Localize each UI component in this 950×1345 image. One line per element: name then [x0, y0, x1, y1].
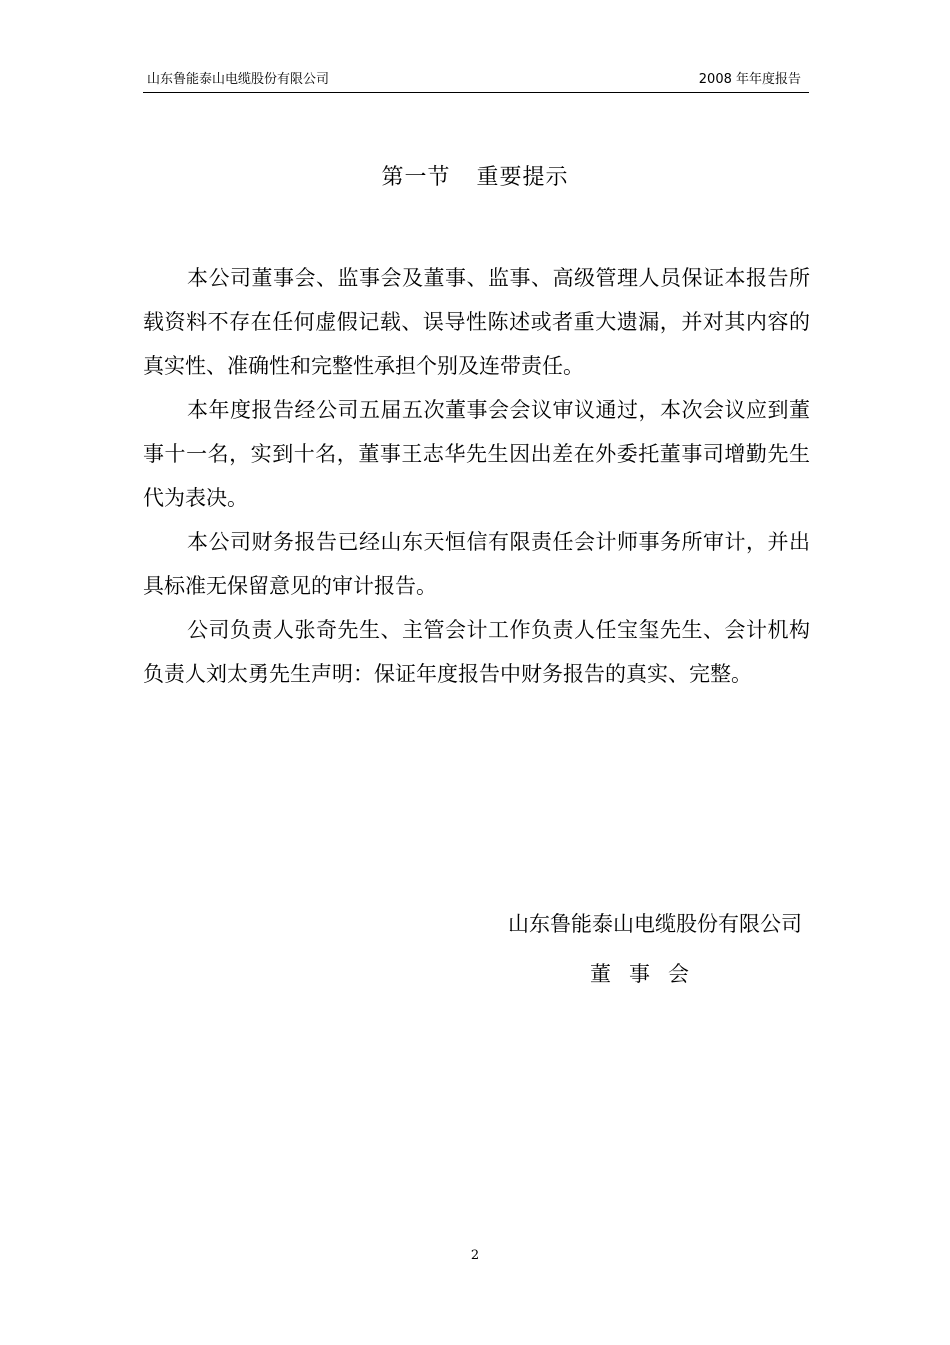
paragraph-guarantee: 本公司董事会、监事会及董事、监事、高级管理人员保证本报告所载资料不存在任何虚假记载、误导性陈述或者重大遗漏，并对其内容的真实性、准确性和完整性承担个别及连带责任。 — [143, 266, 810, 378]
signoff-board: 董事会 — [590, 962, 707, 986]
paragraph-declaration: 公司负责人张奇先生、主管会计工作负责人任宝玺先生、会计机构负责人刘太勇先生声明：保证年度报告中财务报告的真实、完整。 — [143, 618, 810, 686]
header-report-title: 2008 年年度报告 — [698, 72, 801, 87]
signoff-company: 山东鲁能泰山电缆股份有限公司 — [508, 912, 802, 936]
section-heading: 重要提示 — [476, 165, 569, 190]
section-title — [0, 160, 950, 191]
section-number: 第一节 — [381, 165, 451, 190]
header-company-name: 山东鲁能泰山电缆股份有限公司 — [147, 72, 330, 87]
page-number: 2 — [470, 1248, 480, 1263]
body-text — [143, 256, 810, 696]
paragraph-board-approval: 本年度报告经公司五届五次董事会会议审议通过，本次会议应到董事十一名，实到十名，董事王志华先生因出差在外委托董事司增勤先生代为表决。 — [143, 398, 810, 510]
page-header — [143, 66, 809, 93]
paragraph-audit: 本公司财务报告已经山东天恒信有限责任会计师事务所审计，并出具标准无保留意见的审计报告。 — [143, 530, 810, 598]
